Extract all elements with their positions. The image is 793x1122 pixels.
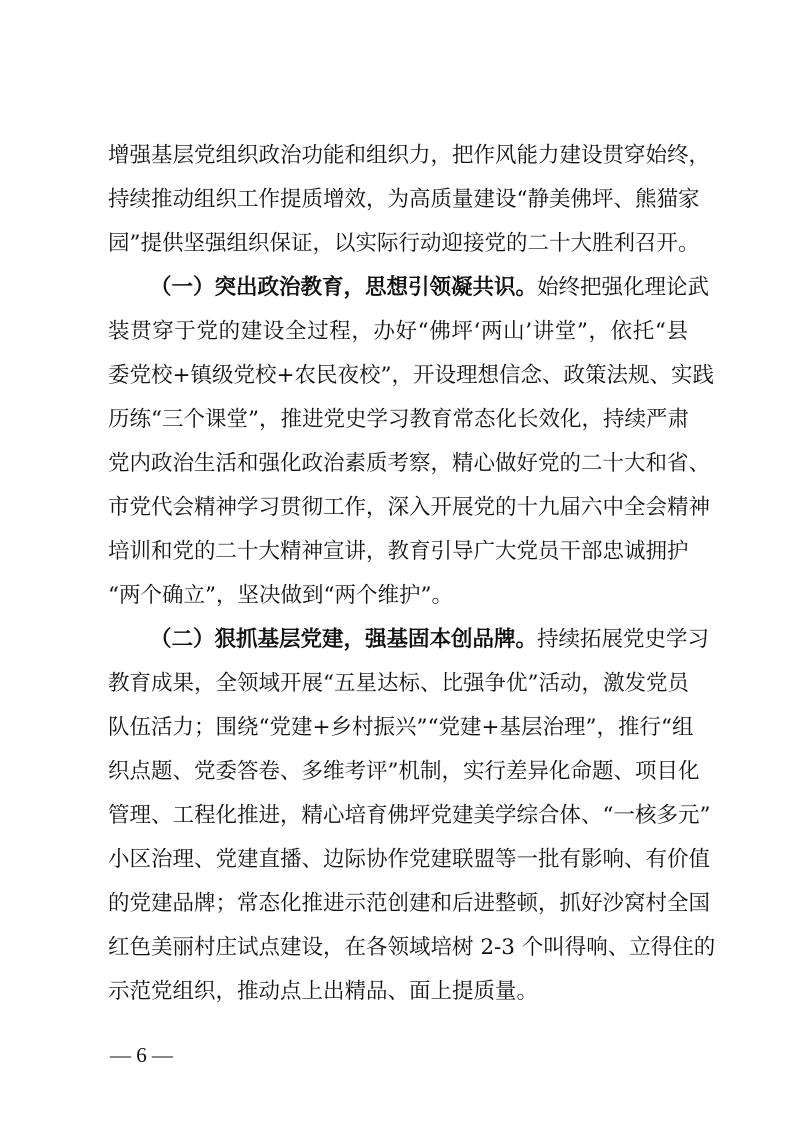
body-line: 市党代会精神学习贯彻工作，深入开展党的十九届六中全会精神 [108, 495, 711, 520]
body-line: 历练“三个课堂”，推进党史学习教育常态化长效化，持续严肃 [108, 407, 689, 432]
body-line: 装贯穿于党的建设全过程，办好“佛坪‘两山’讲堂”，依托“县 [108, 319, 688, 344]
body-line: 党内政治生活和强化政治素质考察，精心做好党的二十大和省、 [108, 451, 711, 476]
body-line: 教育成果，全领域开展“五星达标、比强争优”活动，激发党员 [108, 671, 689, 696]
body-line: 示范党组织，推动点上出精品、面上提质量。 [108, 979, 539, 1004]
body-line: 织点题、党委答卷、多维考评”机制，实行差异化命题、项目化 [108, 759, 700, 784]
section-heading-line [150, 273, 710, 303]
page-number: — 6 — [110, 1043, 173, 1067]
body-line: 培训和党的二十大精神宣讲，教育引导广大党员干部忠诚拥护 [108, 539, 689, 564]
body-line: 持续推动组织工作提质增效，为高质量建设“静美佛坪、熊猫家 [108, 187, 700, 212]
body-line: “两个确立”，坚决做到“两个维护”。 [108, 583, 453, 608]
heading-line-text: 持续拓展党史学习 [537, 627, 710, 652]
body-line: 委党校+镇级党校+农民夜校”，开设理想信念、政策法规、实践 [108, 363, 715, 388]
body-line: 园”提供坚强组织保证，以实际行动迎接党的二十大胜利召开。 [108, 231, 700, 256]
heading-line-text: 始终把强化理论武 [537, 275, 710, 300]
body-line: 管理、工程化推进，精心培育佛坪党建美学综合体、“一核多元” [108, 803, 711, 828]
body-line: 增强基层党组织政治功能和组织力，把作风能力建设贯穿始终， [108, 143, 711, 168]
section-heading-line [150, 625, 710, 655]
body-line: 队伍活力；围绕“党建+乡村振兴”“党建+基层治理”，推行“组 [108, 715, 694, 740]
body-line: 小区治理、党建直播、边际协作党建联盟等一批有影响、有价值 [108, 847, 711, 872]
section-heading: （一）突出政治教育，思想引领凝共识。 [150, 275, 538, 300]
body-line: 红色美丽村庄试点建设，在各领域培树 2-3 个叫得响、立得住的 [108, 935, 716, 960]
body-line: 的党建品牌；常态化推进示范创建和后进整顿，抓好沙窝村全国 [108, 891, 711, 916]
section-heading: （二）狠抓基层党建，强基固本创品牌。 [150, 627, 538, 652]
